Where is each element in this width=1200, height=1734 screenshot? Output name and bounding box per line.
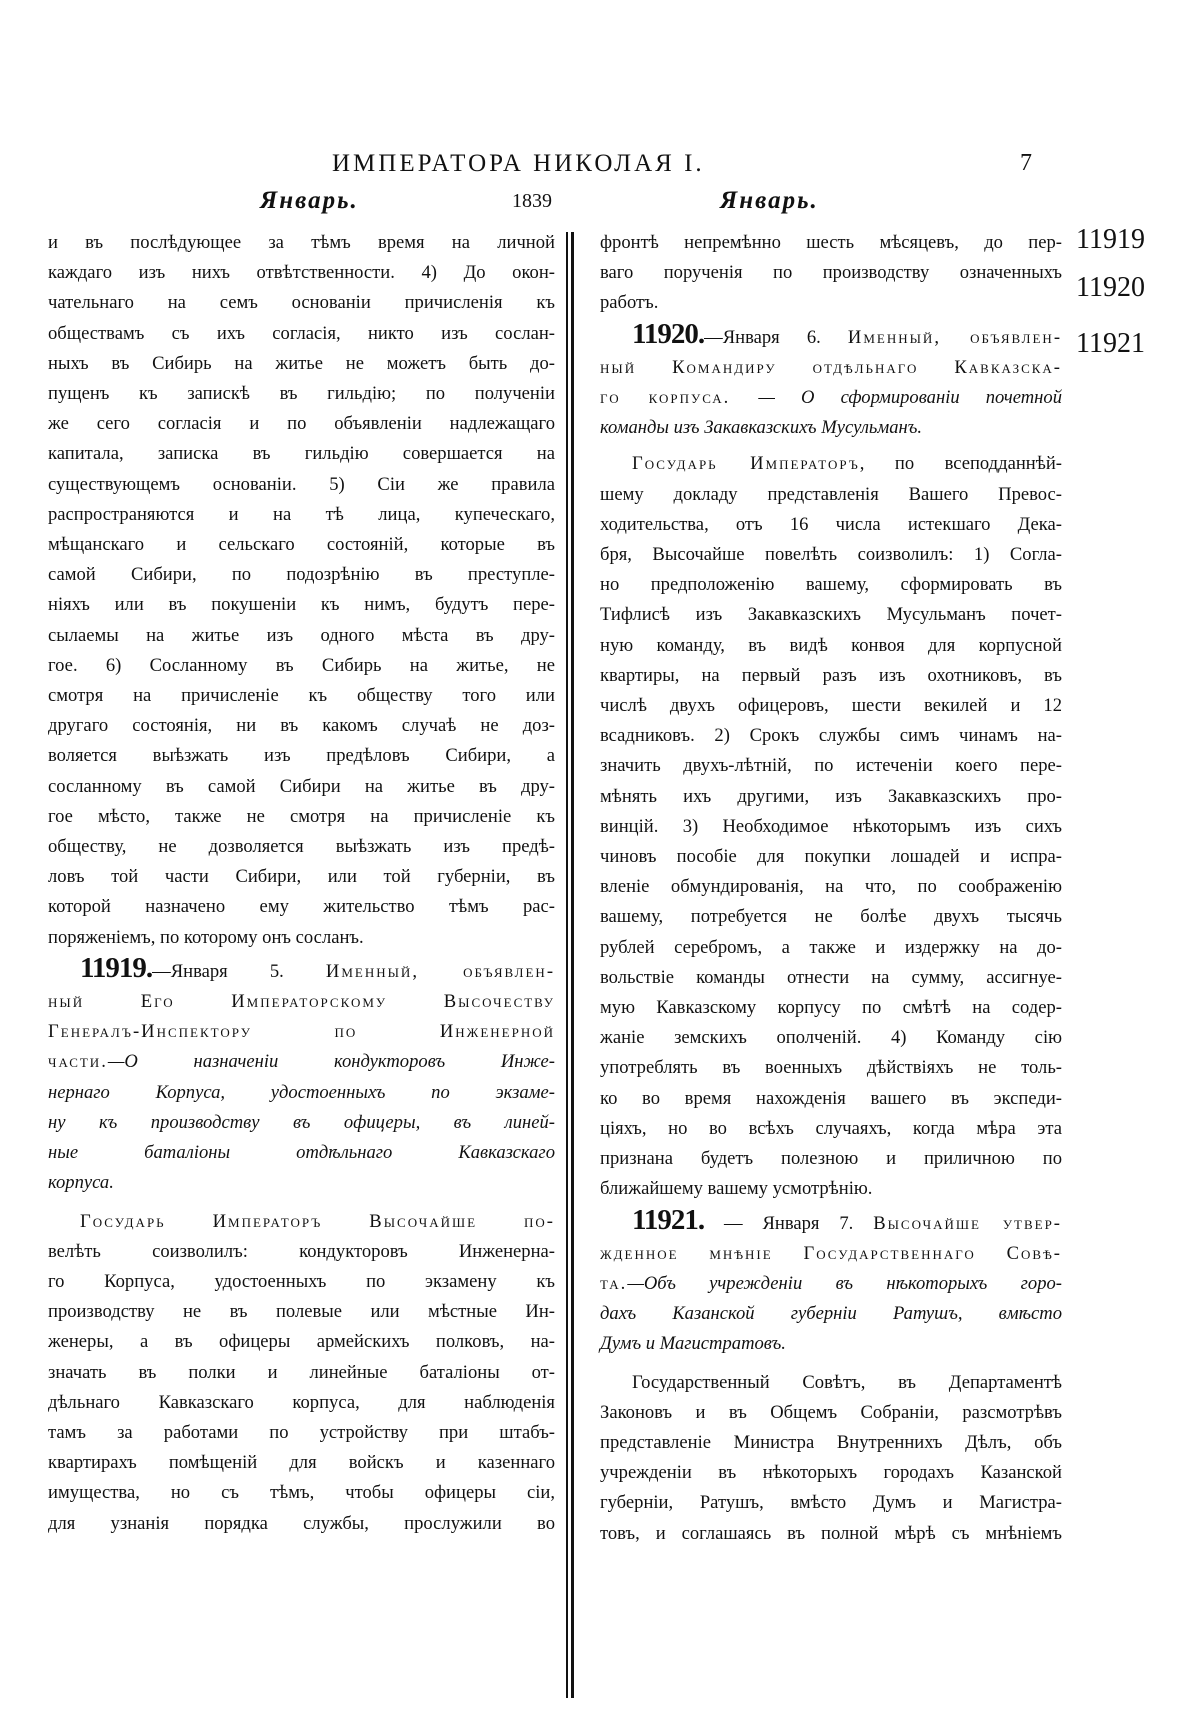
decree-11920	[600, 319, 1062, 1205]
decree-date: —Января 6.	[704, 326, 848, 348]
decree-number: 11921.	[632, 1203, 705, 1236]
text-line: производству не въ полевые или мѣстные Ин-	[48, 1301, 555, 1323]
text-line: смотря на причисленіе къ обществу того или	[48, 685, 555, 707]
decree-type: Именный, объявлен-	[325, 960, 556, 982]
right-column	[600, 228, 1062, 1549]
decree-title-line: корпуса.	[48, 1172, 114, 1194]
text-line: всадниковъ. 2) Срокъ службы симъ чинамъ на-	[600, 725, 1062, 747]
decree-title-line	[600, 383, 1062, 413]
decree-title-line: ные баталіоны отдѣльнаго Кавказскаго	[48, 1142, 555, 1164]
text-line: обществу, не дозволяется выѣзжать изъ предѣ-	[48, 836, 555, 858]
decree-heading-fragment: го корпуса.	[600, 387, 759, 409]
text-line: значить двухъ-лѣтній, по истеченіи коего пере-	[600, 755, 1062, 777]
decree-11919	[48, 953, 555, 1539]
body-fragment: , по всеподданнѣй-	[859, 453, 1062, 475]
text-line: другаго состоянія, ни въ какомъ случаѣ не доз-	[48, 715, 555, 737]
decree-heading-line: Генералъ-Инспектору по Инженерной	[48, 1021, 555, 1043]
decree-date: —Января 5.	[152, 960, 326, 982]
decree-title-fragment: —О назначеніи кондукторовъ Инже-	[107, 1051, 555, 1073]
decree-body	[600, 480, 1062, 1205]
continued-text	[48, 228, 555, 953]
decree-heading	[600, 1205, 1062, 1239]
decree-title-fragment: —Объ учрежденіи въ нѣкоторыхъ горо-	[627, 1272, 1062, 1294]
text-line: ніяхъ или въ покушеніи къ нимъ, будутъ пере-	[48, 594, 555, 616]
decree-type: Именный, объявлен-	[847, 326, 1063, 348]
text-line: ходительства, отъ 16 числа истекшаго Дека-	[600, 513, 1062, 535]
decree-11921	[600, 1205, 1062, 1549]
decree-heading-fragment: части.	[48, 1051, 108, 1073]
text-line: употреблять въ военныхъ дѣйствіяхъ не толь-	[600, 1057, 1062, 1079]
decree-title-line	[48, 1047, 555, 1077]
decree-heading	[600, 319, 1062, 353]
decree-type: Высочайше утвер-	[873, 1212, 1062, 1234]
text-line: и въ послѣдующее за тѣмъ время на личной	[48, 232, 555, 253]
text-line: распространяются и на тѣ лица, купеческаго,	[48, 503, 555, 525]
text-line: тамъ за работами по устройству при штабъ-	[48, 1421, 555, 1443]
text-line: фронтѣ непремѣнно шесть мѣсяцевъ, до пер-	[600, 232, 1062, 253]
decree-title-fragment: — О сформированіи почетной	[758, 387, 1062, 409]
text-line: Тифлисѣ изъ Закавказскихъ Мусульманъ почет-	[600, 604, 1062, 626]
decree-body-first-line	[600, 449, 1062, 479]
decree-title-line: ну къ производству въ офицеры, въ линей-	[48, 1111, 555, 1133]
text-line: пущенъ къ запискѣ въ гильдію; по полученіи	[48, 383, 555, 405]
text-line: шему докладу представленія Вашего Превос-	[600, 483, 1062, 505]
decree-body	[48, 1237, 555, 1539]
text-line: мѣнять ихъ другими, изъ Закавказскихъ про-	[600, 785, 1062, 807]
text-line: гое мѣсто, также не смотря на причисленіе къ	[48, 805, 555, 827]
text-line: винцій. 3) Необходимое нѣкоторымъ изъ сихъ	[600, 815, 1062, 837]
text-line: обществамъ съ ихъ согласія, никто изъ сослан-	[48, 322, 555, 344]
text-line: губерніи, Ратушъ, вмѣсто Думъ и Магистра-	[600, 1492, 1062, 1514]
decree-title-line: дахъ Казанской губерніи Ратушъ, вмѣсто	[600, 1303, 1062, 1325]
page-number: 7	[1020, 150, 1032, 176]
text-line: воляется выѣзжать изъ предѣловъ Сибири, а	[48, 745, 555, 767]
margin-number: 11921	[1076, 328, 1145, 359]
text-line: но предположенію вашему, сформировать въ	[600, 574, 1062, 596]
text-line: мую Кавказскому корпусу по смѣтѣ на содер-	[600, 997, 1062, 1019]
text-line: капитала, записка въ гильдію совершается на	[48, 443, 555, 465]
text-line: Законовъ и въ Общемъ Собраніи, разсмотрѣвъ	[600, 1401, 1062, 1423]
text-line: представленіе Министра Внутреннихъ Дѣлъ, объ	[600, 1431, 1062, 1453]
text-line: бря, Высочайше повелѣть соизволилъ: 1) Согла-	[600, 544, 1062, 566]
text-line: сосланному въ самой Сибири на житье въ дру-	[48, 775, 555, 797]
text-line: поряженіемъ, по которому онъ сосланъ.	[48, 926, 364, 948]
decree-title-line: нернаго Корпуса, удостоенныхъ по экзаме-	[48, 1081, 555, 1103]
text-line: ціяхъ, но во всѣхъ случаяхъ, когда мѣра эта	[600, 1117, 1062, 1139]
text-line: вленіе обмундированія, на что, по соображенію	[600, 876, 1062, 898]
text-line: каждаго изъ нихъ отвѣтственности. 4) До окон-	[48, 262, 555, 284]
text-line: учрежденіи въ нѣкоторыхъ городахъ Казанской	[600, 1462, 1062, 1484]
decree-title-line: команды изъ Закавказскихъ Мусульманъ.	[600, 417, 923, 439]
text-line: вашему, потребуется не болѣе двухъ тысячь	[600, 906, 1062, 928]
text-line: имущества, но съ тѣмъ, чтобы офицеры сіи,	[48, 1482, 555, 1504]
margin-number: 11919	[1076, 224, 1145, 255]
text-line: ловъ той части Сибири, или той губерніи, въ	[48, 866, 555, 888]
decree-number: 11919.	[80, 951, 153, 984]
text-line: мѣщанскаго и сельскаго состояній, которые въ	[48, 534, 555, 556]
decree-body	[600, 1368, 1062, 1549]
text-line: жаніе земскихъ ополченій. 4) Команду сію	[600, 1027, 1062, 1049]
text-line: ныхъ въ Сибирь на житье не можетъ быть до-	[48, 352, 555, 374]
left-column	[48, 228, 555, 1539]
column-divider-double	[571, 232, 574, 1698]
decree-date: — Января 7.	[704, 1212, 874, 1234]
text-line: же сего согласія и по объявленіи надлежащаго	[48, 413, 555, 435]
text-line: для узнанія порядка службы, прослужили во	[48, 1512, 555, 1534]
text-line: велѣть соизволилъ: кондукторовъ Инженерна-	[48, 1240, 555, 1262]
text-line: сылаемы на житье изъ одного мѣста въ дру-	[48, 624, 555, 646]
text-line: дѣльнаго Кавказскаго корпуса, для наблюденія	[48, 1391, 555, 1413]
text-line: квартиры, на первый разъ изъ охотниковъ, въ	[600, 664, 1062, 686]
continued-text	[600, 228, 1062, 319]
month-right: Январь.	[720, 187, 819, 214]
year: 1839	[512, 190, 552, 212]
decree-heading-line: ный Его Императорскому Высочеству	[48, 991, 555, 1013]
decree-title-line	[600, 1269, 1062, 1299]
sovereign-title: Государь Императоръ	[632, 453, 860, 475]
text-line: Государственный Совѣтъ, въ Департаментѣ	[632, 1371, 1062, 1393]
text-line: числѣ двухъ офицеровъ, шести векилей и 12	[600, 695, 1062, 717]
text-line: женеры, а въ офицеры армейскихъ полковъ, на-	[48, 1331, 555, 1353]
decree-heading-line: жденное мнѣніе Государственнаго Совѣ-	[600, 1242, 1062, 1264]
decree-heading-line: ный Командиру отдѣльнаго Кавказска-	[600, 356, 1062, 378]
text-line: признана будетъ полезною и приличною по	[600, 1148, 1062, 1170]
month-left: Январь.	[260, 187, 359, 214]
text-line: го Корпуса, удостоенныхъ по экзамену къ	[48, 1270, 555, 1292]
decree-heading	[48, 953, 555, 987]
decree-heading-fragment: та.	[600, 1272, 628, 1294]
decree-number: 11920.	[632, 317, 705, 350]
margin-number: 11920	[1076, 272, 1145, 303]
text-line: ваго порученія по производству означенныхъ	[600, 262, 1062, 284]
decree-body-first-line: Государь Императоръ Высочайше по-	[80, 1210, 555, 1232]
text-line: работъ.	[600, 292, 659, 314]
text-line: гое. 6) Сосланному въ Сибирь на житье, не	[48, 654, 555, 676]
text-line: вольствіе команды отнести на сумму, ассигнуе-	[600, 966, 1062, 988]
text-line: квартирахъ помѣщеній для войскъ и казеннаго	[48, 1452, 555, 1474]
text-line: чиновъ пособіе для покупки лошадей и испра-	[600, 846, 1062, 868]
text-line: существующемъ основаніи. 5) Сіи же правила	[48, 473, 555, 495]
text-line: ближайшему вашему усмотрѣнію.	[600, 1178, 873, 1200]
decree-title-line: Думъ и Магистратовъ.	[600, 1333, 786, 1355]
column-divider	[566, 232, 568, 1698]
text-line: ко во время нахожденія вашего въ экспеди-	[600, 1087, 1062, 1109]
text-line: самой Сибири, по подозрѣнію въ преступле-	[48, 564, 555, 586]
text-line: ную команду, въ видѣ конвоя для корпусной	[600, 634, 1062, 656]
text-line: чательнаго на семъ основаніи причисленія къ	[48, 292, 555, 314]
text-line: рублей серебромъ, а также и издержку на до-	[600, 936, 1062, 958]
text-line: товъ, и соглашаясь въ полной мѣрѣ съ мнѣніемъ	[600, 1522, 1062, 1544]
text-line: которой назначено ему жительство тѣмъ рас-	[48, 896, 555, 918]
running-title: ИМПЕРАТОРА НИКОЛАЯ I.	[332, 150, 705, 177]
text-line: значать въ полки и линейные баталіоны от-	[48, 1361, 555, 1383]
